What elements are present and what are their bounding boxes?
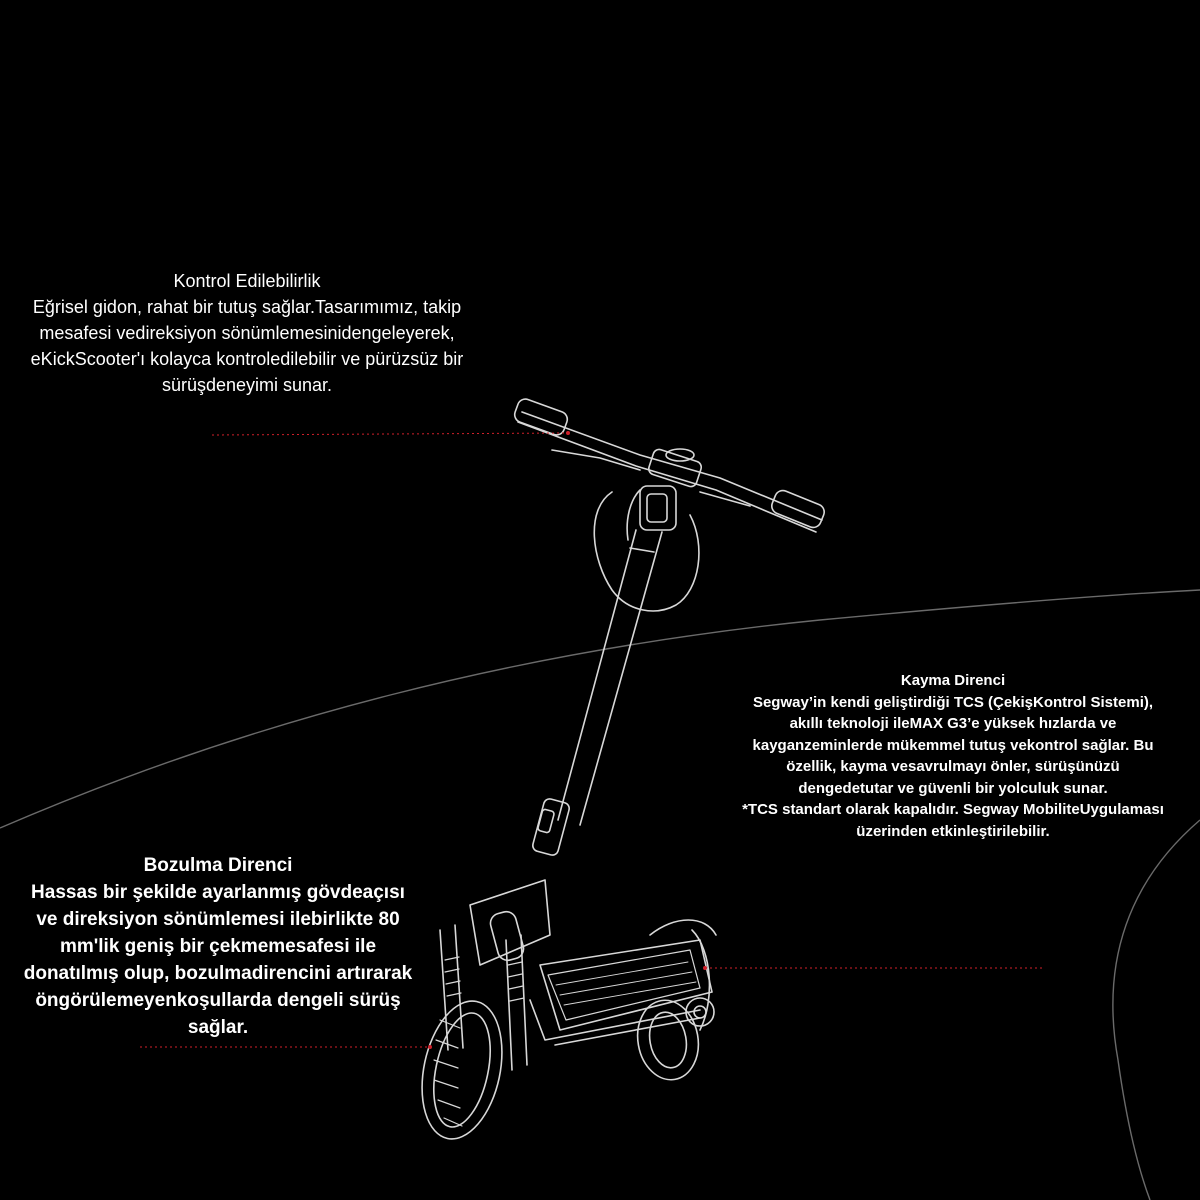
leader-line-control bbox=[212, 433, 568, 435]
background-curve-right bbox=[1113, 820, 1200, 1200]
anchor-dot-wear bbox=[428, 1045, 432, 1049]
callout-slip-body: Segway’in kendi geliştirdiği TCS (ÇekişKontrol Sistemi), akıllı teknoloji ileMAX G3’e yüksek hızlarda ve kayganzeminlerde mükemmel tutuş vekontrol sağlar. Bu özellik, kayma vesavrulmayı önler, sürüşünüzü dengedetutar ve güvenli bir yolculuk sunar. bbox=[752, 693, 1154, 797]
callout-wear-title: Bozulma Direnci bbox=[143, 855, 293, 876]
callout-slip-note: *TCS standart olarak kapalıdır. Segway MobiliteUygulaması üzerinden etkinleştirilebilir. bbox=[742, 801, 1164, 840]
callout-slip-title: Kayma Direnci bbox=[900, 672, 1006, 689]
anchor-dot-control bbox=[566, 431, 570, 435]
callout-control-body: Eğrisel gidon, rahat bir tutuş sağlar.Tasarımımız, takip mesafesi vedireksiyon sönümlemesinidengeleyerek, eKickScooter'ı kolayca kontroledilebilir ve pürüzsüz bir sürüşdeneyimi sunar. bbox=[30, 297, 464, 395]
callout-wear-body: Hassas bir şekilde ayarlanmış gövdeaçısı ve direksiyon sönümlemesi ilebirlikte 80 mm'lik geniş bir çekmemesafesi ile donatılmış olup, bozulmadirencini artırarak öngörülemeyenkoşullarda dengeli sürüş sağlar. bbox=[23, 882, 413, 1038]
callout-wear bbox=[18, 852, 418, 1041]
callout-control bbox=[30, 268, 464, 398]
callout-control-title: Kontrol Edilebilirlik bbox=[173, 271, 321, 291]
callout-slip bbox=[742, 670, 1164, 842]
anchor-dot-slip bbox=[703, 966, 707, 970]
